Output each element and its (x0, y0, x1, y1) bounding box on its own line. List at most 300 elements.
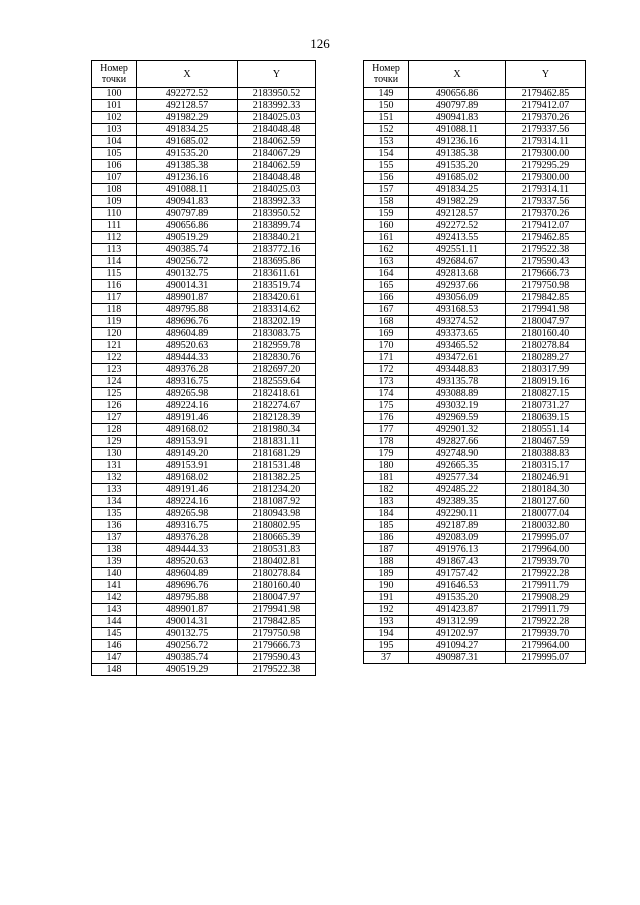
cell-point-number: 178 (364, 436, 409, 448)
cell-x: 492665.35 (409, 460, 506, 472)
cell-point-number: 189 (364, 568, 409, 580)
cell-y: 2183950.52 (238, 88, 316, 100)
table-row (92, 652, 316, 664)
cell-point-number: 120 (92, 328, 137, 340)
cell-y: 2179911.79 (506, 604, 586, 616)
cell-point-number: 133 (92, 484, 137, 496)
cell-x: 492901.32 (409, 424, 506, 436)
cell-y: 2181087.92 (238, 496, 316, 508)
cell-x: 491423.87 (409, 604, 506, 616)
table-row (364, 472, 586, 484)
cell-y: 2180531.83 (238, 544, 316, 556)
cell-point-number: 128 (92, 424, 137, 436)
cell-x: 489444.33 (137, 352, 238, 364)
cell-point-number: 149 (364, 88, 409, 100)
table-row (92, 100, 316, 112)
table-row (92, 292, 316, 304)
cell-y: 2180388.83 (506, 448, 586, 460)
table-row (364, 292, 586, 304)
cell-x: 491685.02 (137, 136, 238, 148)
cell-x: 489604.89 (137, 328, 238, 340)
table-row (364, 364, 586, 376)
table-row (364, 616, 586, 628)
cell-y: 2183840.21 (238, 232, 316, 244)
cell-x: 491834.25 (137, 124, 238, 136)
cell-y: 2179522.38 (506, 244, 586, 256)
cell-y: 2180160.40 (238, 580, 316, 592)
cell-x: 489795.88 (137, 592, 238, 604)
cell-x: 493472.61 (409, 352, 506, 364)
table-row (92, 196, 316, 208)
cell-x: 490132.75 (137, 268, 238, 280)
cell-x: 491385.38 (409, 148, 506, 160)
cell-point-number: 138 (92, 544, 137, 556)
table-row (92, 364, 316, 376)
cell-y: 2180551.14 (506, 424, 586, 436)
cell-x: 492187.89 (409, 520, 506, 532)
cell-x: 491757.42 (409, 568, 506, 580)
cell-point-number: 100 (92, 88, 137, 100)
cell-y: 2184048.48 (238, 172, 316, 184)
cell-point-number: 157 (364, 184, 409, 196)
cell-y: 2183202.19 (238, 316, 316, 328)
cell-point-number: 171 (364, 352, 409, 364)
cell-x: 491385.38 (137, 160, 238, 172)
cell-x: 489520.63 (137, 340, 238, 352)
cell-x: 492577.34 (409, 472, 506, 484)
cell-point-number: 116 (92, 280, 137, 292)
table-row (364, 592, 586, 604)
cell-y: 2181382.25 (238, 472, 316, 484)
cell-y: 2179462.85 (506, 88, 586, 100)
cell-y: 2179750.98 (238, 628, 316, 640)
cell-y: 2179666.73 (506, 268, 586, 280)
table-row (92, 88, 316, 100)
cell-x: 490256.72 (137, 640, 238, 652)
cell-y: 2182959.78 (238, 340, 316, 352)
cell-point-number: 139 (92, 556, 137, 568)
cell-y: 2180278.84 (238, 568, 316, 580)
cell-x: 493088.89 (409, 388, 506, 400)
cell-x: 492389.35 (409, 496, 506, 508)
cell-x: 491202.97 (409, 628, 506, 640)
page-number: 126 (310, 36, 330, 51)
table-row (364, 508, 586, 520)
cell-y: 2179370.26 (506, 208, 586, 220)
cell-point-number: 155 (364, 160, 409, 172)
coordinates-table-right (363, 60, 586, 664)
cell-y: 2179337.56 (506, 196, 586, 208)
cell-point-number: 146 (92, 640, 137, 652)
cell-y: 2180919.16 (506, 376, 586, 388)
cell-point-number: 179 (364, 448, 409, 460)
table-row (92, 208, 316, 220)
cell-point-number: 184 (364, 508, 409, 520)
cell-x: 492551.11 (409, 244, 506, 256)
table-row (92, 124, 316, 136)
cell-y: 2182559.64 (238, 376, 316, 388)
table-row (364, 532, 586, 544)
cell-x: 491312.99 (409, 616, 506, 628)
cell-x: 491646.53 (409, 580, 506, 592)
cell-x: 492748.90 (409, 448, 506, 460)
table-row (364, 148, 586, 160)
cell-point-number: 160 (364, 220, 409, 232)
cell-y: 2182830.76 (238, 352, 316, 364)
cell-point-number: 176 (364, 412, 409, 424)
cell-x: 491535.20 (137, 148, 238, 160)
cell-y: 2179412.07 (506, 220, 586, 232)
table-row (92, 412, 316, 424)
cell-x: 492272.52 (137, 88, 238, 100)
cell-y: 2179842.85 (238, 616, 316, 628)
cell-point-number: 192 (364, 604, 409, 616)
table-row (364, 388, 586, 400)
cell-x: 489224.16 (137, 496, 238, 508)
cell-point-number: 143 (92, 604, 137, 616)
cell-x: 489265.98 (137, 508, 238, 520)
table-row (364, 136, 586, 148)
table-row (92, 424, 316, 436)
cell-x: 491982.29 (137, 112, 238, 124)
table-row (92, 520, 316, 532)
table-row (92, 604, 316, 616)
cell-y: 2179522.38 (238, 664, 316, 676)
cell-x: 493448.83 (409, 364, 506, 376)
cell-point-number: 170 (364, 340, 409, 352)
cell-x: 489153.91 (137, 436, 238, 448)
cell-point-number: 159 (364, 208, 409, 220)
cell-x: 491982.29 (409, 196, 506, 208)
cell-x: 490519.29 (137, 232, 238, 244)
cell-x: 489191.46 (137, 412, 238, 424)
table-row (364, 640, 586, 652)
table-row (364, 88, 586, 100)
cell-y: 2181681.29 (238, 448, 316, 460)
cell-x: 489795.88 (137, 304, 238, 316)
table-row (364, 316, 586, 328)
cell-point-number: 130 (92, 448, 137, 460)
cell-y: 2180639.15 (506, 412, 586, 424)
header-point-number: Номер точки (364, 61, 409, 88)
cell-x: 493032.19 (409, 400, 506, 412)
cell-point-number: 137 (92, 532, 137, 544)
cell-x: 491834.25 (409, 184, 506, 196)
cell-point-number: 108 (92, 184, 137, 196)
table-row (364, 100, 586, 112)
cell-x: 492827.66 (409, 436, 506, 448)
cell-y: 2179941.98 (238, 604, 316, 616)
cell-y: 2182128.39 (238, 412, 316, 424)
cell-y: 2180802.95 (238, 520, 316, 532)
cell-x: 491088.11 (137, 184, 238, 196)
cell-y: 2179995.07 (506, 532, 586, 544)
cell-point-number: 124 (92, 376, 137, 388)
cell-y: 2180032.80 (506, 520, 586, 532)
table-row (364, 280, 586, 292)
cell-y: 2183899.74 (238, 220, 316, 232)
cell-x: 491236.16 (137, 172, 238, 184)
cell-y: 2180665.39 (238, 532, 316, 544)
cell-point-number: 173 (364, 376, 409, 388)
cell-point-number: 151 (364, 112, 409, 124)
table-row (364, 580, 586, 592)
cell-point-number: 188 (364, 556, 409, 568)
cell-x: 491976.13 (409, 544, 506, 556)
table-row (364, 208, 586, 220)
cell-x: 489149.20 (137, 448, 238, 460)
cell-x: 490941.83 (409, 112, 506, 124)
cell-y: 2183420.61 (238, 292, 316, 304)
cell-x: 490987.31 (409, 652, 506, 664)
cell-x: 489520.63 (137, 556, 238, 568)
cell-point-number: 195 (364, 640, 409, 652)
table-row (364, 520, 586, 532)
cell-y: 2179370.26 (506, 112, 586, 124)
cell-point-number: 113 (92, 244, 137, 256)
table-row (92, 448, 316, 460)
cell-x: 489901.87 (137, 292, 238, 304)
cell-x: 492969.59 (409, 412, 506, 424)
cell-y: 2180184.30 (506, 484, 586, 496)
table-row (92, 472, 316, 484)
cell-x: 492413.55 (409, 232, 506, 244)
cell-x: 491535.20 (409, 592, 506, 604)
cell-point-number: 183 (364, 496, 409, 508)
table-row (92, 388, 316, 400)
cell-y: 2179314.11 (506, 136, 586, 148)
table-row (92, 376, 316, 388)
table-row (364, 340, 586, 352)
table-row (364, 604, 586, 616)
cell-y: 2181531.48 (238, 460, 316, 472)
cell-x: 493135.78 (409, 376, 506, 388)
cell-y: 2179590.43 (238, 652, 316, 664)
cell-x: 492290.11 (409, 508, 506, 520)
cell-point-number: 177 (364, 424, 409, 436)
cell-point-number: 129 (92, 436, 137, 448)
table-row (364, 220, 586, 232)
cell-point-number: 163 (364, 256, 409, 268)
cell-y: 2181234.20 (238, 484, 316, 496)
cell-point-number: 118 (92, 304, 137, 316)
cell-y: 2180047.97 (506, 316, 586, 328)
cell-x: 493465.52 (409, 340, 506, 352)
cell-point-number: 135 (92, 508, 137, 520)
cell-point-number: 132 (92, 472, 137, 484)
table-row (92, 640, 316, 652)
cell-point-number: 134 (92, 496, 137, 508)
cell-point-number: 103 (92, 124, 137, 136)
cell-x: 490941.83 (137, 196, 238, 208)
cell-y: 2179295.29 (506, 160, 586, 172)
table-row (364, 256, 586, 268)
cell-point-number: 127 (92, 412, 137, 424)
cell-point-number: 142 (92, 592, 137, 604)
table-row (92, 460, 316, 472)
cell-x: 490519.29 (137, 664, 238, 676)
header-row (364, 61, 586, 88)
cell-x: 490132.75 (137, 628, 238, 640)
cell-point-number: 145 (92, 628, 137, 640)
table-row (364, 196, 586, 208)
cell-point-number: 194 (364, 628, 409, 640)
cell-x: 493373.65 (409, 328, 506, 340)
cell-y: 2184025.03 (238, 184, 316, 196)
cell-point-number: 175 (364, 400, 409, 412)
table-row (92, 328, 316, 340)
cell-y: 2180246.91 (506, 472, 586, 484)
cell-x: 489376.28 (137, 532, 238, 544)
cell-y: 2183772.16 (238, 244, 316, 256)
table-row (364, 304, 586, 316)
cell-point-number: 154 (364, 148, 409, 160)
cell-x: 492684.67 (409, 256, 506, 268)
cell-point-number: 102 (92, 112, 137, 124)
header-y: Y (238, 61, 316, 88)
cell-y: 2183950.52 (238, 208, 316, 220)
cell-point-number: 141 (92, 580, 137, 592)
cell-point-number: 114 (92, 256, 137, 268)
cell-point-number: 167 (364, 304, 409, 316)
cell-y: 2179995.07 (506, 652, 586, 664)
table-row (92, 244, 316, 256)
cell-y: 2181980.34 (238, 424, 316, 436)
cell-y: 2180278.84 (506, 340, 586, 352)
table-row (364, 628, 586, 640)
cell-point-number: 104 (92, 136, 137, 148)
table-row (92, 556, 316, 568)
cell-point-number: 131 (92, 460, 137, 472)
cell-y: 2179922.28 (506, 568, 586, 580)
cell-x: 490256.72 (137, 256, 238, 268)
table-row (92, 148, 316, 160)
table-row (92, 664, 316, 676)
cell-point-number: 174 (364, 388, 409, 400)
cell-point-number: 185 (364, 520, 409, 532)
cell-y: 2179939.70 (506, 556, 586, 568)
table-row (364, 448, 586, 460)
cell-point-number: 180 (364, 460, 409, 472)
table-row (364, 460, 586, 472)
cell-y: 2179964.00 (506, 544, 586, 556)
cell-point-number: 172 (364, 364, 409, 376)
cell-x: 491094.27 (409, 640, 506, 652)
cell-y: 2181831.11 (238, 436, 316, 448)
table-row (364, 496, 586, 508)
table-row (364, 412, 586, 424)
cell-y: 2179666.73 (238, 640, 316, 652)
cell-x: 489191.46 (137, 484, 238, 496)
cell-point-number: 106 (92, 160, 137, 172)
table-row (92, 280, 316, 292)
cell-x: 491236.16 (409, 136, 506, 148)
cell-y: 2179314.11 (506, 184, 586, 196)
cell-y: 2183611.61 (238, 268, 316, 280)
cell-x: 489696.76 (137, 316, 238, 328)
table-row (364, 544, 586, 556)
cell-x: 490656.86 (409, 88, 506, 100)
cell-point-number: 126 (92, 400, 137, 412)
cell-x: 492083.09 (409, 532, 506, 544)
header-x: X (409, 61, 506, 88)
cell-x: 490656.86 (137, 220, 238, 232)
table-row (92, 256, 316, 268)
cell-y: 2179939.70 (506, 628, 586, 640)
cell-x: 492485.22 (409, 484, 506, 496)
table-row (92, 232, 316, 244)
cell-point-number: 158 (364, 196, 409, 208)
table-row (92, 592, 316, 604)
cell-point-number: 156 (364, 172, 409, 184)
cell-x: 490797.89 (137, 208, 238, 220)
table-row (92, 184, 316, 196)
table-row (364, 436, 586, 448)
table-row (364, 568, 586, 580)
table-row (92, 352, 316, 364)
cell-point-number: 110 (92, 208, 137, 220)
table-row (364, 124, 586, 136)
cell-y: 2184067.29 (238, 148, 316, 160)
cell-y: 2184025.03 (238, 112, 316, 124)
table-row (92, 496, 316, 508)
cell-point-number: 109 (92, 196, 137, 208)
table-row (92, 316, 316, 328)
cell-x: 489168.02 (137, 472, 238, 484)
cell-point-number: 147 (92, 652, 137, 664)
cell-point-number: 161 (364, 232, 409, 244)
table-row (364, 328, 586, 340)
cell-y: 2184062.59 (238, 136, 316, 148)
cell-y: 2183314.62 (238, 304, 316, 316)
table-row (92, 508, 316, 520)
table-row (92, 532, 316, 544)
cell-x: 493274.52 (409, 316, 506, 328)
cell-y: 2183695.86 (238, 256, 316, 268)
cell-x: 489168.02 (137, 424, 238, 436)
cell-y: 2180317.99 (506, 364, 586, 376)
table-row (92, 304, 316, 316)
cell-point-number: 144 (92, 616, 137, 628)
table-row (92, 484, 316, 496)
cell-y: 2179412.07 (506, 100, 586, 112)
cell-x: 490797.89 (409, 100, 506, 112)
cell-point-number: 162 (364, 244, 409, 256)
coordinates-table-left (91, 60, 316, 676)
table-row (92, 616, 316, 628)
cell-y: 2180160.40 (506, 328, 586, 340)
table-row (92, 112, 316, 124)
cell-y: 2180047.97 (238, 592, 316, 604)
table-row (364, 400, 586, 412)
cell-x: 489696.76 (137, 580, 238, 592)
cell-point-number: 148 (92, 664, 137, 676)
cell-x: 490385.74 (137, 244, 238, 256)
table-row (364, 232, 586, 244)
cell-y: 2180943.98 (238, 508, 316, 520)
table-row (364, 652, 586, 664)
cell-point-number: 168 (364, 316, 409, 328)
cell-x: 489265.98 (137, 388, 238, 400)
cell-point-number: 37 (364, 652, 409, 664)
table-row (92, 268, 316, 280)
cell-x: 489901.87 (137, 604, 238, 616)
cell-y: 2183992.33 (238, 196, 316, 208)
cell-x: 489604.89 (137, 568, 238, 580)
cell-point-number: 182 (364, 484, 409, 496)
cell-y: 2182274.67 (238, 400, 316, 412)
cell-x: 492813.68 (409, 268, 506, 280)
